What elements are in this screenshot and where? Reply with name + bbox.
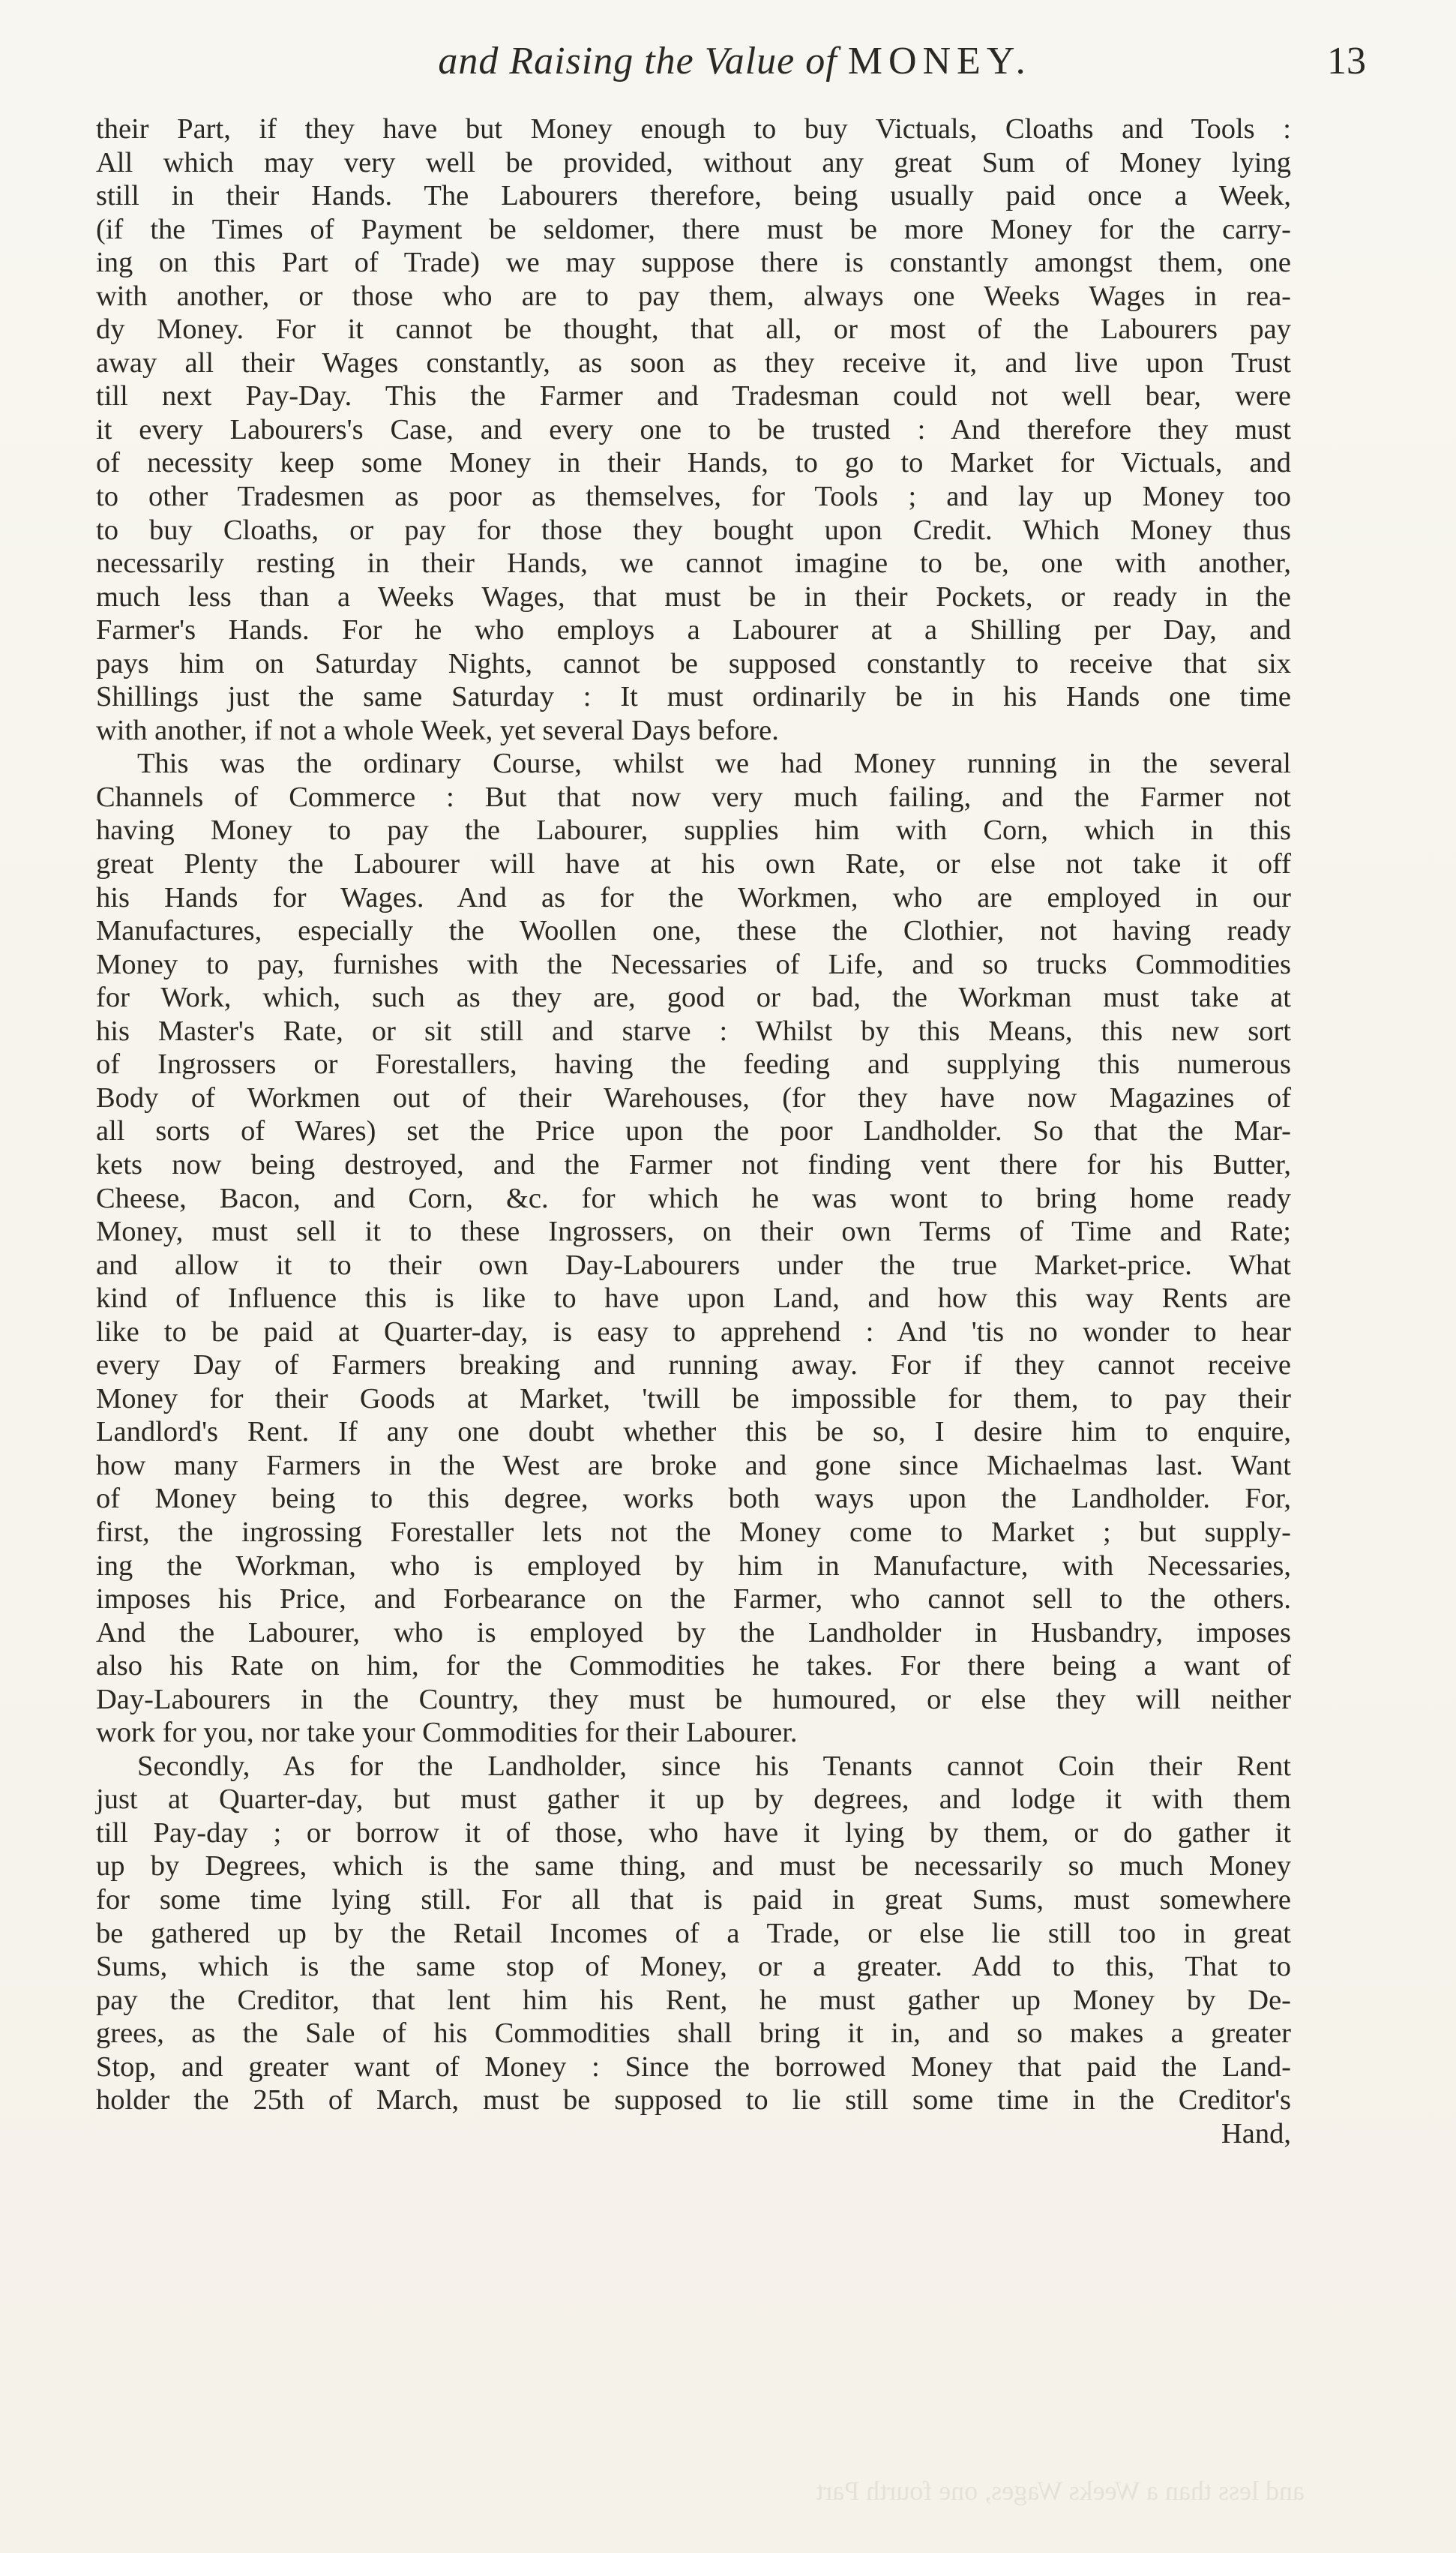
text-line: with another, if not a whole Week, yet several Days before. <box>96 714 779 746</box>
text-line: Manufactures, especially the Woollen one, these the Clothier, not having ready <box>96 915 1291 947</box>
text-line: necessarily resting in their Hands, we cannot imagine to be, one with another, <box>96 548 1291 580</box>
text-line: his Master's Rate, or sit still and starve : Whilst by this Means, this new sort <box>96 1015 1291 1047</box>
text-line: Shillings just the same Saturday : It must ordinarily be in his Hands one time <box>96 681 1291 713</box>
text-line: of necessity keep some Money in their Hands, to go to Market for Victuals, and <box>96 447 1291 479</box>
text-line: Body of Workmen out of their Warehouses, (for they have now Magazines of <box>96 1082 1291 1114</box>
text-line: away all their Wages constantly, as soon as they receive it, and live upon Trust <box>96 346 1291 379</box>
body-text <box>96 112 1291 2150</box>
text-line: for Work, which, such as they are, good or bad, the Workman must take at <box>96 982 1291 1014</box>
text-line: it every Labourers's Case, and every one to be trusted : And therefore they must <box>96 413 1291 446</box>
page-header <box>90 39 1366 99</box>
text-line: till Pay-day ; or borrow it of those, who have it lying by them, or do gather it <box>96 1816 1291 1849</box>
running-title-text: and Raising the Value of <box>438 40 837 82</box>
text-line: This was the ordinary Course, whilst we had Money running in the several <box>137 748 1291 780</box>
text-line: Landlord's Rent. If any one doubt whether this be so, I desire him to enquire, <box>96 1416 1291 1448</box>
text-line: of Money being to this degree, works both ways upon the Landholder. For, <box>96 1483 1291 1515</box>
text-line: pays him on Saturday Nights, cannot be supposed constantly to receive that six <box>96 647 1291 680</box>
text-line: Sums, which is the same stop of Money, or a greater. Add to this, That to <box>96 1951 1291 1983</box>
text-line: Channels of Commerce : But that now very much failing, and the Farmer not <box>96 781 1291 813</box>
text-line: All which may very well be provided, without any great Sum of Money lying <box>96 146 1291 178</box>
text-line: grees, as the Sale of his Commodities shall bring it in, and so makes a greater <box>96 2018 1291 2050</box>
text-line: of Ingrossers or Forestallers, having the feeding and supplying this numerous <box>96 1048 1291 1081</box>
text-line: imposes his Price, and Forbearance on the Farmer, who cannot sell to the others. <box>96 1583 1291 1616</box>
text-line: kets now being destroyed, and the Farmer not finding vent there for his Butter, <box>96 1148 1291 1180</box>
catchword: Hand, <box>1221 2117 1291 2150</box>
text-line: his Hands for Wages. And as for the Workmen, who are employed in our <box>96 881 1291 914</box>
text-line: Money for their Goods at Market, 'twill be impossible for them, to pay their <box>96 1382 1291 1414</box>
text-line: to other Tradesmen as poor as themselves, for Tools ; and lay up Money too <box>96 481 1291 513</box>
text-line: Stop, and greater want of Money : Since the borrowed Money that paid the Land- <box>96 2050 1291 2083</box>
text-line: all sorts of Wares) set the Price upon the poor Landholder. So that the Mar- <box>96 1115 1291 1148</box>
running-title-caps: MONEY. <box>847 40 1032 82</box>
text-line: having Money to pay the Labourer, supplies him with Corn, which in this <box>96 814 1291 847</box>
page-number: 13 <box>1327 40 1366 82</box>
text-line: (if the Times of Payment be seldomer, there must be more Money for the carry- <box>96 213 1291 245</box>
text-line: till next Pay-Day. This the Farmer and Tradesman could not well bear, were <box>96 380 1291 412</box>
text-line: dy Money. For it cannot be thought, that all, or most of the Labourers pay <box>96 314 1291 346</box>
text-line: ing on this Part of Trade) we may suppose there is constantly amongst them, one <box>96 247 1291 279</box>
text-line: Farmer's Hands. For he who employs a Labourer at a Shilling per Day, and <box>96 614 1291 646</box>
text-line: their Part, if they have but Money enough to buy Victuals, Cloaths and Tools : <box>96 113 1291 145</box>
text-line: Money, must sell it to these Ingrossers, on their own Terms of Time and Rate; <box>96 1216 1291 1248</box>
bleed-through-text: and less than a Weeks Wages, one fourth Part <box>816 2476 1305 2506</box>
running-title <box>360 39 1110 83</box>
text-line: and allow it to their own Day-Labourers under the true Market-price. What <box>96 1249 1291 1281</box>
text-line: kind of Influence this is like to have upon Land, and how this way Rents are <box>96 1282 1291 1315</box>
text-line: like to be paid at Quarter-day, is easy to apprehend : And 'tis no wonder to hear <box>96 1316 1291 1348</box>
text-line: still in their Hands. The Labourers therefore, being usually paid once a Week, <box>96 180 1291 212</box>
text-line: every Day of Farmers breaking and running away. For if they cannot receive <box>96 1349 1291 1382</box>
text-line: with another, or those who are to pay them, always one Weeks Wages in rea- <box>96 280 1291 312</box>
text-line: be gathered up by the Retail Incomes of a Trade, or else lie still too in great <box>96 1917 1291 1949</box>
text-line: great Plenty the Labourer will have at his own Rate, or else not take it off <box>96 848 1291 880</box>
text-line: for some time lying still. For all that is paid in great Sums, must somewhere <box>96 1883 1291 1916</box>
text-line: also his Rate on him, for the Commodities he takes. For there being a want of <box>96 1650 1291 1682</box>
text-line: work for you, nor take your Commodities for their Labourer. <box>96 1717 798 1749</box>
text-line: Secondly, As for the Landholder, since his Tenants cannot Coin their Rent <box>137 1750 1291 1782</box>
text-line: Cheese, Bacon, and Corn, &c. for which he was wont to bring home ready <box>96 1182 1291 1214</box>
text-line: first, the ingrossing Forestaller lets not the Money come to Market ; but supply- <box>96 1516 1291 1548</box>
text-line: Money to pay, furnishes with the Necessaries of Life, and so trucks Commodities <box>96 948 1291 980</box>
text-line: holder the 25th of March, must be supposed to lie still some time in the Creditor's <box>96 2084 1291 2116</box>
text-line: up by Degrees, which is the same thing, and must be necessarily so much Money <box>96 1850 1291 1882</box>
text-line: how many Farmers in the West are broke and gone since Michaelmas last. Want <box>96 1449 1291 1481</box>
text-line: to buy Cloaths, or pay for those they bought upon Credit. Which Money thus <box>96 514 1291 546</box>
text-line: Day-Labourers in the Country, they must be humoured, or else they will neither <box>96 1683 1291 1715</box>
text-line: pay the Creditor, that lent him his Rent, he must gather up Money by De- <box>96 1984 1291 2016</box>
text-line: ing the Workman, who is employed by him in Manufacture, with Necessaries, <box>96 1550 1291 1582</box>
text-line: just at Quarter-day, but must gather it up by degrees, and lodge it with them <box>96 1784 1291 1816</box>
text-line: much less than a Weeks Wages, that must be in their Pockets, or ready in the <box>96 580 1291 613</box>
text-line: And the Labourer, who is employed by the Landholder in Husbandry, imposes <box>96 1616 1291 1648</box>
